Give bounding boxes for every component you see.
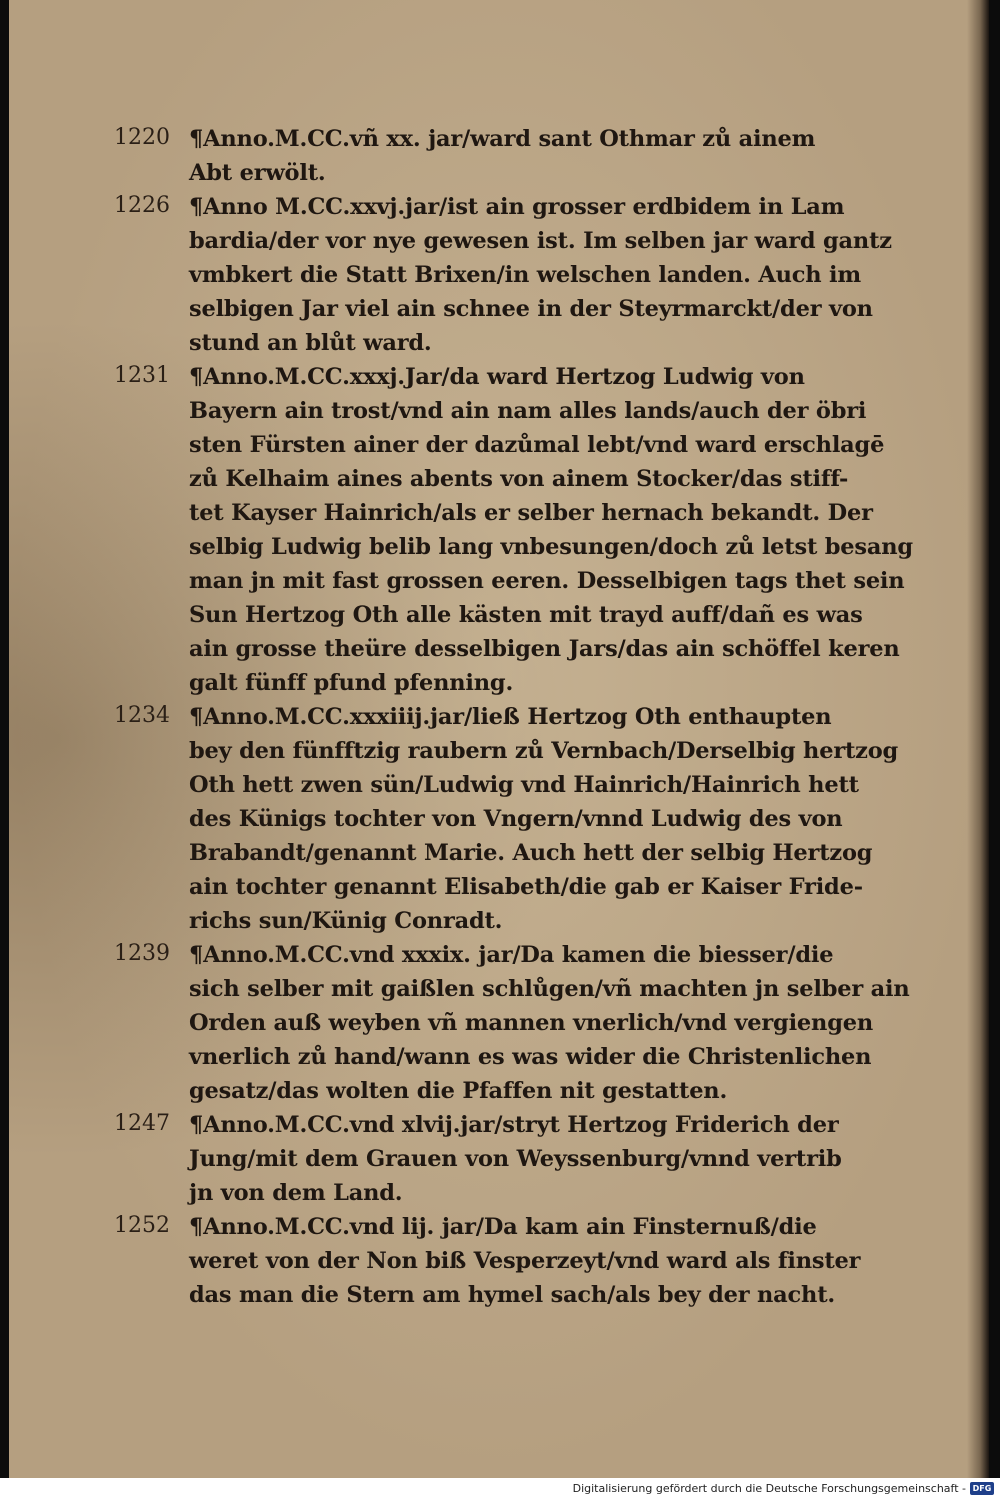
text-line: Orden auß weyben vñ mannen vnerlich/vnd vergiengen bbox=[189, 1010, 874, 1036]
text-line: zů Kelhaim aines abents von ainem Stocker/das stiff- bbox=[189, 466, 849, 492]
text-line: Sun Hertzog Oth alle kästen mit trayd auff/dañ es was bbox=[189, 602, 863, 628]
text-line: ain grosse theüre desselbigen Jars/das ain schöffel keren bbox=[189, 636, 900, 662]
chronicle-entry bbox=[114, 700, 944, 938]
year-marginal-note: 1226 bbox=[114, 193, 170, 218]
text-line: Oth hett zwen sün/Ludwig vnd Hainrich/Hainrich hett bbox=[189, 772, 859, 798]
chronicle-entry bbox=[114, 360, 944, 700]
chronicle-entry bbox=[114, 1108, 944, 1210]
entry-text bbox=[189, 122, 944, 190]
chronicle-entry bbox=[114, 1210, 944, 1312]
text-line: man jn mit fast grossen eeren. Desselbigen tags thet sein bbox=[189, 568, 905, 594]
chronicle-text bbox=[114, 122, 944, 1312]
year-marginal-note: 1252 bbox=[114, 1213, 170, 1238]
text-line: ¶Anno.M.CC.vnd lij. jar/Da kam ain Finsternuß/die bbox=[189, 1214, 817, 1240]
text-line: Bayern ain trost/vnd ain nam alles lands/auch der öbri bbox=[189, 398, 867, 424]
year-marginal-note: 1231 bbox=[114, 363, 170, 388]
text-line: jn von dem Land. bbox=[189, 1180, 403, 1206]
text-line: sten Fürsten ainer der dazůmal lebt/vnd ward erschlagē bbox=[189, 432, 885, 458]
text-line: sich selber mit gaißlen schlůgen/vñ machten jn selber ain bbox=[189, 976, 910, 1002]
footer-bar bbox=[0, 1478, 1000, 1500]
text-line: weret von der Non biß Vesperzeyt/vnd ward als finster bbox=[189, 1248, 861, 1274]
text-line: ¶Anno.M.CC.xxxiiij.jar/ließ Hertzog Oth enthaupten bbox=[189, 704, 832, 730]
chronicle-entry bbox=[114, 938, 944, 1108]
entry-text bbox=[189, 360, 944, 700]
text-line: ¶Anno.M.CC.vnd xxxix. jar/Da kamen die biesser/die bbox=[189, 942, 834, 968]
text-line: des Künigs tochter von Vngern/vnnd Ludwig des von bbox=[189, 806, 843, 832]
book-page bbox=[9, 0, 989, 1478]
text-line: stund an blůt ward. bbox=[189, 330, 432, 356]
chronicle-entry bbox=[114, 122, 944, 190]
text-line: bey den fünfftzig raubern zů Vernbach/Derselbig hertzog bbox=[189, 738, 899, 764]
entry-text bbox=[189, 1210, 944, 1312]
text-line: vnerlich zů hand/wann es was wider die Christenlichen bbox=[189, 1044, 872, 1070]
year-marginal-note: 1220 bbox=[114, 125, 170, 150]
text-line: Brabandt/genannt Marie. Auch hett der selbig Hertzog bbox=[189, 840, 873, 866]
dfg-logo: DFG bbox=[970, 1482, 994, 1495]
text-line: ¶Anno.M.CC.vnd xlvij.jar/stryt Hertzog Friderich der bbox=[189, 1112, 839, 1138]
text-line: gesatz/das wolten die Pfaffen nit gestatten. bbox=[189, 1078, 728, 1104]
entry-text bbox=[189, 938, 944, 1108]
chronicle-entry bbox=[114, 190, 944, 360]
text-line: selbigen Jar viel ain schnee in der Steyrmarckt/der von bbox=[189, 296, 873, 322]
text-line: richs sun/Künig Conradt. bbox=[189, 908, 503, 934]
text-line: galt fünff pfund pfenning. bbox=[189, 670, 514, 696]
text-line: Jung/mit dem Grauen von Weyssenburg/vnnd vertrib bbox=[189, 1146, 842, 1172]
entry-text bbox=[189, 700, 944, 938]
text-line: tet Kayser Hainrich/als er selber hernach bekandt. Der bbox=[189, 500, 873, 526]
year-marginal-note: 1234 bbox=[114, 703, 170, 728]
text-line: selbig Ludwig belib lang vnbesungen/doch zů letst besang bbox=[189, 534, 913, 560]
text-line: ¶Anno.M.CC.xxxj.Jar/da ward Hertzog Ludwig von bbox=[189, 364, 805, 390]
entry-text bbox=[189, 190, 944, 360]
entry-text bbox=[189, 1108, 944, 1210]
page-gutter-shadow bbox=[967, 0, 989, 1478]
text-line: ¶Anno M.CC.xxvj.jar/ist ain grosser erdbidem in Lam bbox=[189, 194, 845, 220]
text-line: bardia/der vor nye gewesen ist. Im selben jar ward gantz bbox=[189, 228, 892, 254]
funding-credit: Digitalisierung gefördert durch die Deutsche Forschungsgemeinschaft - bbox=[572, 1482, 966, 1495]
year-marginal-note: 1247 bbox=[114, 1111, 170, 1136]
text-line: das man die Stern am hymel sach/als bey der nacht. bbox=[189, 1282, 836, 1308]
year-marginal-note: 1239 bbox=[114, 941, 170, 966]
text-line: ain tochter genannt Elisabeth/die gab er Kaiser Fride- bbox=[189, 874, 863, 900]
text-line: ¶Anno.M.CC.vñ xx. jar/ward sant Othmar zů ainem bbox=[189, 126, 816, 152]
text-line: Abt erwölt. bbox=[189, 160, 326, 186]
text-line: vmbkert die Statt Brixen/in welschen landen. Auch im bbox=[189, 262, 862, 288]
